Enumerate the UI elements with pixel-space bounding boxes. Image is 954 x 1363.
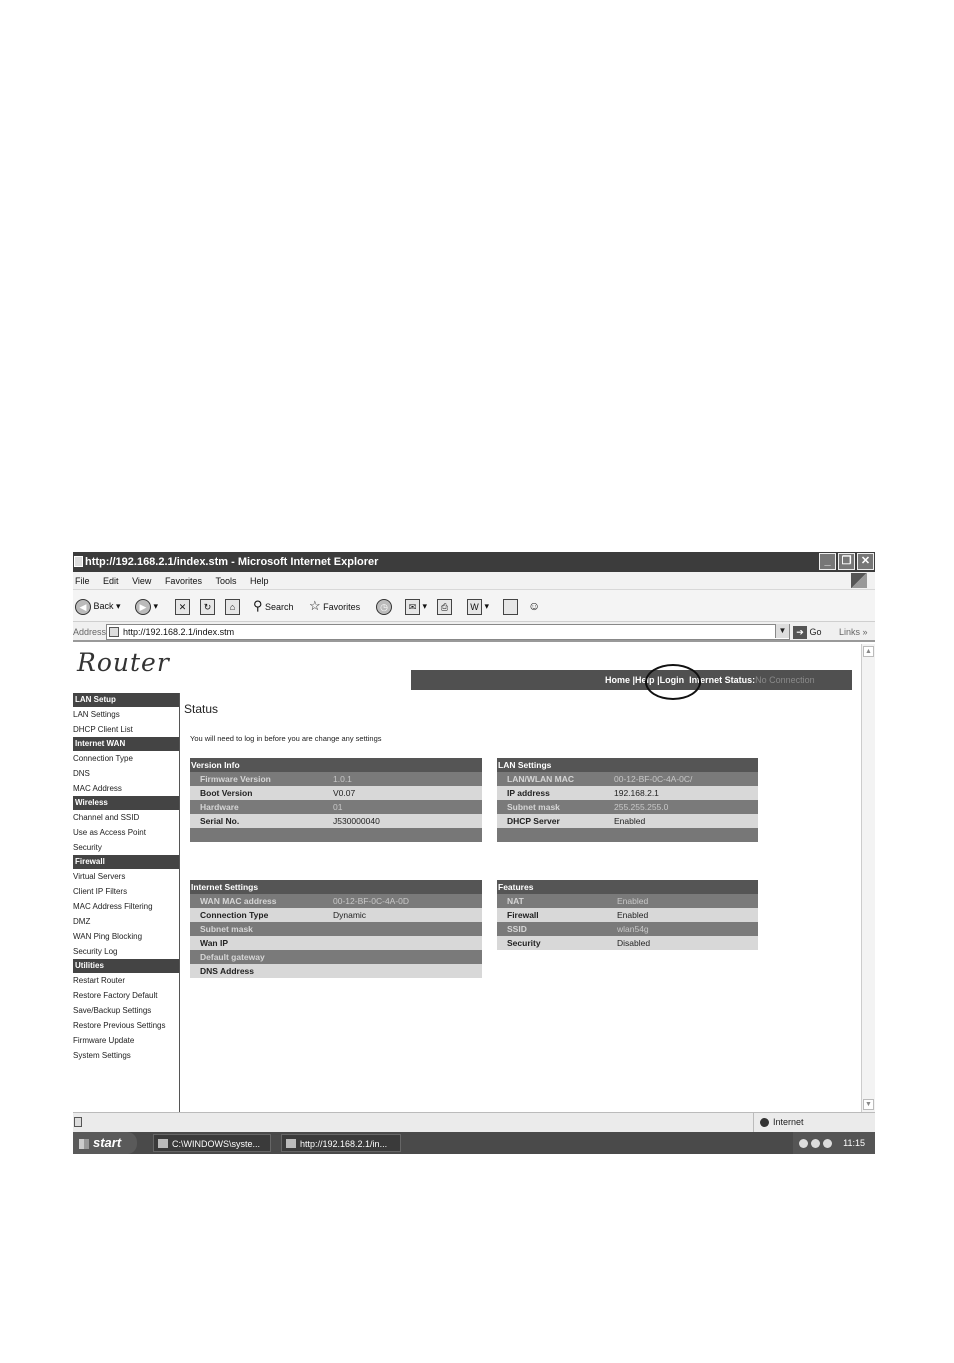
row-label: Firewall (507, 910, 539, 920)
sidebar-item-lan-settings[interactable]: LAN Settings (73, 710, 120, 719)
sidebar-item-virtual-servers[interactable]: Virtual Servers (73, 872, 126, 881)
sidebar-item-restart-router[interactable]: Restart Router (73, 976, 126, 985)
table-row (190, 814, 482, 828)
sidebar-item-dns[interactable]: DNS (73, 769, 90, 778)
row-value: 01 (333, 802, 343, 812)
sidebar-item-mac-address[interactable]: MAC Address (73, 784, 122, 793)
row-label: Hardware (200, 802, 239, 812)
row-label: WAN MAC address (200, 896, 277, 906)
row-value: Enabled (614, 816, 646, 826)
sidebar-item-wan-ping-blocking[interactable]: WAN Ping Blocking (73, 932, 143, 941)
vertical-scrollbar[interactable] (861, 644, 875, 1112)
history-icon: ◷ (376, 599, 392, 615)
row-label: Security (507, 938, 541, 948)
sidebar-item-dmz[interactable]: DMZ (73, 917, 91, 926)
table-row (190, 922, 482, 936)
sidebar-item-client-ip-filters[interactable]: Client IP Filters (73, 887, 128, 896)
internet-status-label: Internet Status: (689, 675, 756, 685)
table-row (497, 772, 758, 786)
table-row (190, 964, 482, 978)
sidebar-menu (73, 693, 180, 1112)
minimize-button[interactable]: _ (819, 553, 836, 570)
sidebar-item-save-backup[interactable]: Save/Backup Settings (73, 1006, 152, 1015)
table-row (190, 908, 482, 922)
mail-button[interactable]: ✉ ▾ (405, 597, 427, 615)
sidebar-category-firewall[interactable]: Firewall (73, 855, 179, 869)
row-value: Dynamic (333, 910, 367, 920)
back-label: Back (93, 601, 114, 611)
version-info-title: Version Info (190, 758, 482, 772)
table-row (190, 800, 482, 814)
star-icon: ☆ (309, 598, 321, 613)
sidebar-item-restore-factory[interactable]: Restore Factory Default (73, 991, 158, 1000)
row-label: NAT (507, 896, 524, 906)
table-row (497, 800, 758, 814)
scroll-up-icon[interactable]: ▲ (863, 646, 874, 657)
title-bar (73, 552, 875, 572)
volume-icon[interactable] (823, 1139, 832, 1148)
security-zone (753, 1113, 804, 1132)
task-label: http://192.168.2.1/in... (300, 1139, 388, 1149)
row-label: Subnet mask (507, 802, 560, 812)
table-row (497, 894, 758, 908)
globe-icon (760, 1118, 769, 1127)
sidebar-category-lan-setup[interactable]: LAN Setup (73, 693, 179, 707)
page-title: Status (184, 702, 219, 716)
row-value: 255.255.255.0 (614, 802, 669, 812)
menu-tools[interactable]: Tools (215, 576, 237, 586)
login-highlight-circle (645, 664, 701, 700)
tray-icon[interactable] (799, 1139, 808, 1148)
row-label: SSID (507, 924, 527, 934)
address-url: http://192.168.2.1/index.stm (123, 627, 235, 637)
menu-favorites[interactable]: Favorites (164, 576, 202, 586)
taskbar (73, 1132, 875, 1154)
table-row (497, 936, 758, 950)
row-label: DNS Address (200, 966, 255, 976)
ie-icon (286, 1139, 296, 1148)
row-value: 00-12-BF-0C-4A-0C/ (614, 774, 693, 784)
print-button[interactable] (437, 597, 452, 615)
row-value: 192.168.2.1 (614, 788, 659, 798)
start-label: start (93, 1135, 122, 1150)
sidebar-item-system-settings[interactable]: System Settings (73, 1051, 131, 1060)
cmd-icon (158, 1139, 168, 1148)
row-value: 00-12-BF-0C-4A-0D (333, 896, 410, 906)
sidebar-category-wireless[interactable]: Wireless (73, 796, 179, 810)
sidebar-item-dhcp-client-list[interactable]: DHCP Client List (73, 725, 133, 734)
features-table (497, 880, 758, 950)
search-button[interactable] (253, 597, 294, 615)
row-value: Enabled (617, 896, 649, 906)
search-label: Search (265, 602, 294, 612)
menu-edit[interactable]: Edit (103, 576, 119, 586)
table-row (497, 786, 758, 800)
messenger-icon: ☺ (528, 599, 541, 613)
table-row (190, 950, 482, 964)
nav-home-link[interactable]: Home (605, 675, 631, 685)
go-label: Go (809, 627, 822, 637)
row-label: Subnet mask (200, 924, 253, 934)
row-label: Connection Type (200, 910, 269, 920)
nav-help-link[interactable]: Help (635, 675, 655, 685)
scroll-down-icon[interactable]: ▼ (863, 1099, 874, 1110)
top-nav-bar: Home |Help |Login Internet Status:No Connection (411, 670, 852, 690)
close-button[interactable]: ✕ (857, 553, 874, 570)
menu-file[interactable]: File (75, 576, 90, 586)
table-row (497, 908, 758, 922)
internet-settings-table (190, 880, 482, 978)
stop-button[interactable] (175, 597, 190, 615)
refresh-icon: ↻ (200, 599, 215, 615)
row-value: Disabled (617, 938, 651, 948)
table-row (190, 936, 482, 950)
forward-arrow-icon: ▶ (135, 599, 151, 615)
back-arrow-icon: ◀ (75, 599, 91, 615)
sidebar-category-utilities[interactable]: Utilities (73, 959, 179, 973)
row-label: Firmware Version (200, 774, 271, 784)
mail-icon: ✉ (405, 599, 420, 615)
network-icon[interactable] (811, 1139, 820, 1148)
ie-icon (74, 556, 83, 567)
word-icon: W (467, 599, 482, 615)
row-value: Enabled (617, 910, 649, 920)
links-button[interactable]: Links » (839, 627, 868, 637)
zone-label: Internet (773, 1117, 804, 1127)
menu-bar (73, 572, 875, 590)
refresh-button[interactable] (200, 597, 215, 615)
table-footer (190, 828, 482, 842)
row-label: DHCP Server (507, 816, 560, 826)
stop-icon: ✕ (175, 599, 190, 615)
history-button[interactable] (376, 597, 392, 615)
version-info-table (190, 758, 482, 842)
status-bar (73, 1112, 875, 1132)
row-label: LAN/WLAN MAC (507, 774, 575, 784)
home-icon: ⌂ (225, 599, 240, 615)
sidebar-item-channel-ssid[interactable]: Channel and SSID (73, 813, 140, 822)
row-value: V0.07 (333, 788, 356, 798)
row-label: IP address (507, 788, 550, 798)
edit-button[interactable]: W ▾ (467, 597, 489, 615)
table-row (497, 922, 758, 936)
row-label: Serial No. (200, 816, 240, 826)
restore-button[interactable]: ❐ (838, 553, 855, 570)
ie-window (73, 552, 875, 1154)
links-label: Links (839, 627, 861, 637)
row-value: 1.0.1 (333, 774, 352, 784)
row-value: J530000040 (333, 816, 380, 826)
start-button[interactable] (73, 1132, 137, 1154)
table-row (190, 894, 482, 908)
windows-flag-icon (79, 1139, 89, 1149)
table-footer (497, 828, 758, 842)
row-label: Boot Version (200, 788, 253, 798)
messenger-button[interactable] (528, 597, 540, 615)
back-button[interactable]: ◀ Back ▾ (75, 597, 121, 615)
table-row (190, 786, 482, 800)
page-icon (109, 627, 119, 637)
address-bar (73, 622, 875, 642)
row-label: Wan IP (200, 938, 229, 948)
system-tray (793, 1132, 875, 1154)
sidebar-item-firmware-update[interactable]: Firmware Update (73, 1036, 135, 1045)
sidebar-category-internet-wan[interactable]: Internet WAN (73, 737, 179, 751)
home-button[interactable] (225, 597, 240, 615)
go-button[interactable] (793, 622, 822, 642)
page-status-icon (74, 1117, 82, 1127)
internet-status-value: No Connection (755, 675, 815, 685)
address-dropdown-button[interactable]: ▼ (775, 624, 789, 638)
discuss-button[interactable] (503, 597, 518, 615)
row-label: Default gateway (200, 952, 265, 962)
router-logo: Router (77, 648, 170, 677)
windows-logo-icon (851, 573, 867, 588)
taskbar-item-ie[interactable] (281, 1134, 401, 1152)
features-title: Features (497, 880, 758, 894)
lan-settings-title: LAN Settings (497, 758, 758, 772)
page-content (73, 644, 861, 1112)
sidebar-item-connection-type[interactable]: Connection Type (73, 754, 133, 763)
address-label: Address (73, 627, 107, 637)
favorites-button[interactable] (309, 597, 360, 615)
menu-view[interactable]: View (132, 576, 152, 586)
internet-settings-title: Internet Settings (190, 880, 482, 894)
print-icon: ⎙ (437, 599, 452, 615)
table-row (190, 772, 482, 786)
sidebar-item-restore-previous[interactable]: Restore Previous Settings (73, 1021, 166, 1030)
sidebar-item-wireless-security[interactable]: Security (73, 843, 102, 852)
favorites-label: Favorites (323, 602, 361, 612)
menu-help[interactable]: Help (250, 576, 269, 586)
nav-login-link[interactable]: Login (659, 675, 685, 685)
toolbar (73, 590, 875, 622)
sidebar-item-access-point[interactable]: Use as Access Point (73, 828, 146, 837)
forward-button[interactable]: ▶ ▾ (135, 597, 158, 615)
sidebar-item-mac-filtering[interactable]: MAC Address Filtering (73, 902, 153, 911)
login-note: You will need to log in before you are change any settings (190, 734, 382, 743)
search-icon: ⚲ (253, 598, 263, 613)
table-row (497, 814, 758, 828)
go-arrow-icon: ➔ (793, 626, 807, 639)
lan-settings-table (497, 758, 758, 842)
discuss-icon (503, 599, 518, 615)
clock: 11:15 (843, 1138, 865, 1148)
task-label: C:\WINDOWS\syste... (172, 1139, 261, 1149)
row-value: wlan54g (617, 924, 649, 934)
address-input[interactable] (106, 624, 790, 640)
window-title: http://192.168.2.1/index.stm - Microsoft Internet Explorer (85, 556, 379, 568)
sidebar-item-security-log[interactable]: Security Log (73, 947, 118, 956)
taskbar-item-cmd[interactable] (153, 1134, 271, 1152)
